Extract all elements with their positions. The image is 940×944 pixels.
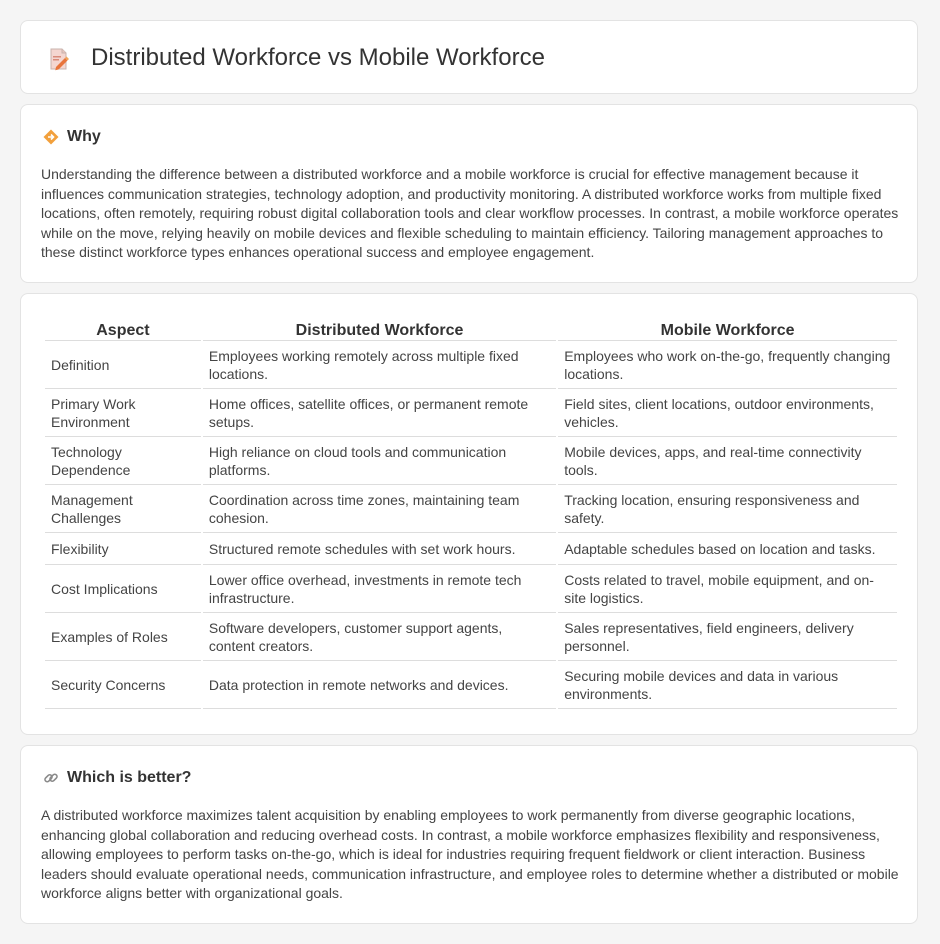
link-icon [43,770,59,786]
row-aspect: Management Challenges [45,485,201,533]
page-title: Distributed Workforce vs Mobile Workforce [91,44,545,71]
row-mobile: Tracking location, ensuring responsiveness and safety. [558,485,897,533]
diamond-signpost-icon [43,129,59,145]
row-aspect: Security Concerns [45,661,201,709]
title-card [20,20,918,94]
why-section [20,104,918,283]
which-is-better-section [20,745,918,924]
row-aspect: Primary Work Environment [45,389,201,437]
row-mobile: Securing mobile devices and data in various environments. [558,661,897,709]
table-row [45,341,897,389]
header-distributed: Distributed Workforce [203,314,556,341]
table-row [45,565,897,613]
table-row [45,437,897,485]
row-distributed: Coordination across time zones, maintaining team cohesion. [203,485,556,533]
comparison-table [43,314,899,709]
better-header [43,768,191,788]
header-aspect: Aspect [45,314,201,341]
row-aspect: Cost Implications [45,565,201,613]
row-mobile: Mobile devices, apps, and real-time connectivity tools. [558,437,897,485]
better-heading: Which is better? [67,769,192,786]
row-mobile: Adaptable schedules based on location and tasks. [558,533,897,565]
row-distributed: High reliance on cloud tools and communication platforms. [203,437,556,485]
row-distributed: Data protection in remote networks and devices. [203,661,556,709]
table-row [45,389,897,437]
row-mobile: Sales representatives, field engineers, delivery personnel. [558,613,897,661]
row-aspect: Technology Dependence [45,437,201,485]
row-distributed: Employees working remotely across multiple fixed locations. [203,341,556,389]
row-aspect: Flexibility [45,533,201,565]
table-row [45,661,897,709]
table-row [45,485,897,533]
why-text: Understanding the difference between a distributed workforce and a mobile workforce is crucial for effective management because it influences communication strategies, technology adoption, and productivity monitoring. A distributed workforce works from multiple fixed locations, often remotely, requiring robust digital collaboration tools and clear workflow processes. In contrast, a mobile workforce operates while on the move, relying heavily on mobile devices and flexible scheduling to maintain efficiency. Tailoring management approaches to these distinct workforce types enhances operational success and employee engagement. [41,166,899,261]
document-pencil-icon [47,47,71,71]
row-mobile: Field sites, client locations, outdoor environments, vehicles. [558,389,897,437]
row-distributed: Software developers, customer support agents, content creators. [203,613,556,661]
table-header-row [45,314,897,341]
comparison-section [20,293,918,735]
row-aspect: Definition [45,341,201,389]
row-aspect: Examples of Roles [45,613,201,661]
better-text: A distributed workforce maximizes talent acquisition by enabling employees to work permanently from diverse geographic locations, enhancing global collaboration and reducing overhead costs. In contrast, a mobile workforce emphasizes flexibility and responsiveness, allowing employees to perform tasks on-the-go, which is ideal for industries requiring frequent fieldwork or client interaction. Business leaders should evaluate operational needs, communication infrastructure, and employee roles to determine whether a distributed or mobile workforce aligns better with organizational goals. [41,807,899,902]
header-mobile: Mobile Workforce [558,314,897,341]
table-row [45,533,897,565]
row-distributed: Lower office overhead, investments in remote tech infrastructure. [203,565,556,613]
row-mobile: Employees who work on-the-go, frequently changing locations. [558,341,897,389]
why-header [43,127,101,147]
row-distributed: Home offices, satellite offices, or permanent remote setups. [203,389,556,437]
row-distributed: Structured remote schedules with set work hours. [203,533,556,565]
row-mobile: Costs related to travel, mobile equipment, and on-site logistics. [558,565,897,613]
table-row [45,613,897,661]
why-heading: Why [67,128,101,145]
